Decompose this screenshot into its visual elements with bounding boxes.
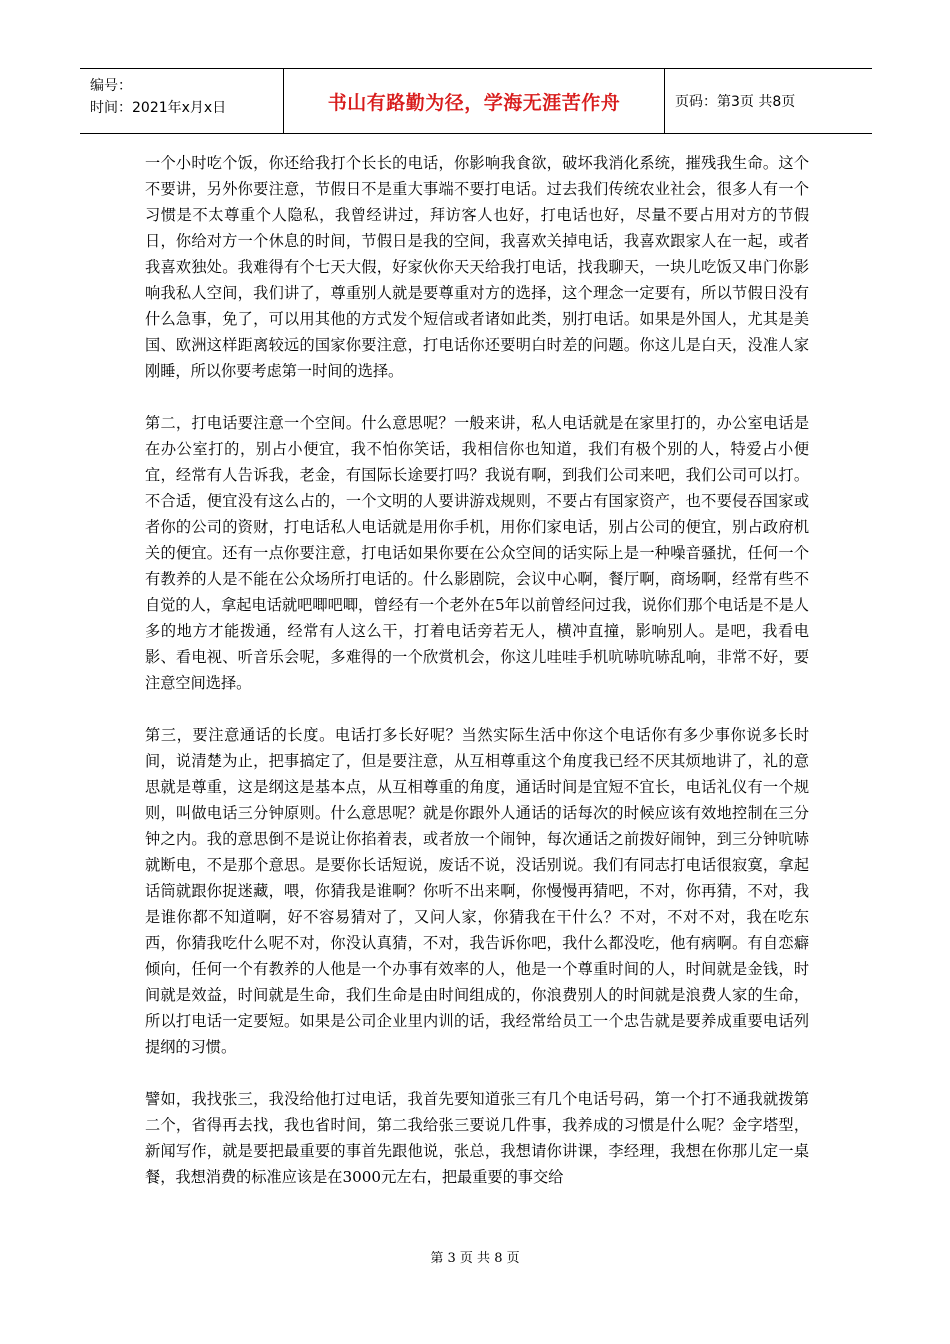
header-info-cell — [80, 69, 284, 133]
paragraph: 第二，打电话要注意一个空间。什么意思呢？一般来讲，私人电话就是在家里打的，办公室电话是在办公室打的，别占小便宜，我不怕你笑话，我相信你也知道，我们有极个别的人，特爱占小便宜，经常有人告诉我，老金，有国际长途要打吗？我说有啊，到我们公司来吧，我们公司可以打。不合适，便宜没有这么占的，一个文明的人要讲游戏规则，不要占有国家资产，也不要侵吞国家或者你的公司的资财，打电话私人电话就是用你手机，用你们家电话，别占公司的便宜，别占政府机关的便宜。还有一点你要注意，打电话如果你要在公众空间的话实际上是一种噪音骚扰，任何一个有教养的人是不能在公众场所打电话的。什么影剧院，会议中心啊，餐厅啊，商场啊，经常有些不自觉的人，拿起电话就吧唧吧唧，曾经有一个老外在5年以前曾经问过我，说你们那个电话是不是人多的地方才能拨通，经常有人这么干，打着电话旁若无人，横冲直撞，影响别人。是吧，我看电影、看电视、听音乐会呢，多难得的一个欣赏机会，你这儿哇哇手机吭哧吭哧乱响，非常不好，要注意空间选择。 — [145, 414, 809, 692]
document-body — [145, 150, 809, 1216]
header-motto: 书山有路勤为径，学海无涯苦作舟 — [284, 69, 665, 133]
paragraph: 第三，要注意通话的长度。电话打多长好呢？当然实际生活中你这个电话你有多少事你说多长时间，说清楚为止，把事搞定了，但是要注意，从互相尊重这个角度我已经不厌其烦地讲了，礼的意思就是尊重，这是纲这是基本点，从互相尊重的角度，通话时间是宜短不宜长，电话礼仪有一个规则，叫做电话三分钟原则。什么意思呢？就是你跟外人通话的话每次的时候应该有效地控制在三分钟之内。我的意思倒不是说让你掐着表，或者放一个闹钟，每次通话之前拨好闹钟，到三分钟吭哧就断电，不是那个意思。是要你长话短说，废话不说，没话别说。我们有同志打电话很寂寞，拿起话筒就跟你捉迷藏，喂，你猜我是谁啊？你听不出来啊，你慢慢再猜吧，不对，你再猜，不对，我是谁你都不知道啊，好不容易猜对了，又问人家，你猜我在干什么？不对，不对不对，我在吃东西，你猜我吃什么呢不对，你没认真猜，不对，我告诉你吧，我什么都没吃，他有病啊。有自恋癖倾向，任何一个有教养的人他是一个办事有效率的人，他是一个尊重时间的人，时间就是金钱，时间就是效益，时间就是生命，我们生命是由时间组成的，你浪费别人的时间就是浪费人家的生命，所以打电话一定要短。如果是公司企业里内训的话，我经常给员工一个忠告就是要养成重要电话列提纲的习惯。 — [145, 726, 809, 1056]
document-date-label: 时间：2021年x月x日 — [90, 100, 227, 116]
header-page-label: 页码：第3页 共8页 — [675, 94, 796, 110]
paragraph: 一个小时吃个饭，你还给我打个长长的电话，你影响我食欲，破坏我消化系统，摧残我生命。这个不要讲，另外你要注意，节假日不是重大事端不要打电话。过去我们传统农业社会，很多人有一个习惯是不太尊重个人隐私，我曾经讲过，拜访客人也好，打电话也好，尽量不要占用对方的节假日，你给对方一个休息的时间，节假日是我的空间，我喜欢关掉电话，我喜欢跟家人在一起，或者我喜欢独处。我难得有个七天大假，好家伙你天天给我打电话，找我聊天，一块儿吃饭又串门你影响我私人空间，我们讲了，尊重别人就是要尊重对方的选择，这个理念一定要有，所以节假日没有什么急事，免了，可以用其他的方式发个短信或者诸如此类，别打电话。如果是外国人，尤其是美国、欧洲这样距离较远的国家你要注意，打电话你还要明白时差的问题。你这儿是白天，没准人家刚睡，所以你要考虑第一时间的选择。 — [145, 154, 809, 380]
page-footer: 第 3 页 共 8 页 — [430, 1251, 520, 1266]
paragraph: 譬如，我找张三，我没给他打过电话，我首先要知道张三有几个电话号码，第一个打不通我就拨第二个，省得再去找，我也省时间，第二我给张三要说几件事，我养成的习惯是什么呢？金字塔型，新闻写作，就是要把最重要的事首先跟他说，张总，我想请你讲课，李经理，我想在你那儿定一桌餐，我想消费的标准应该是在3000元左右，把最重要的事交给 — [145, 1090, 809, 1186]
page-header — [80, 68, 872, 134]
document-number-label: 编号： — [90, 78, 132, 94]
